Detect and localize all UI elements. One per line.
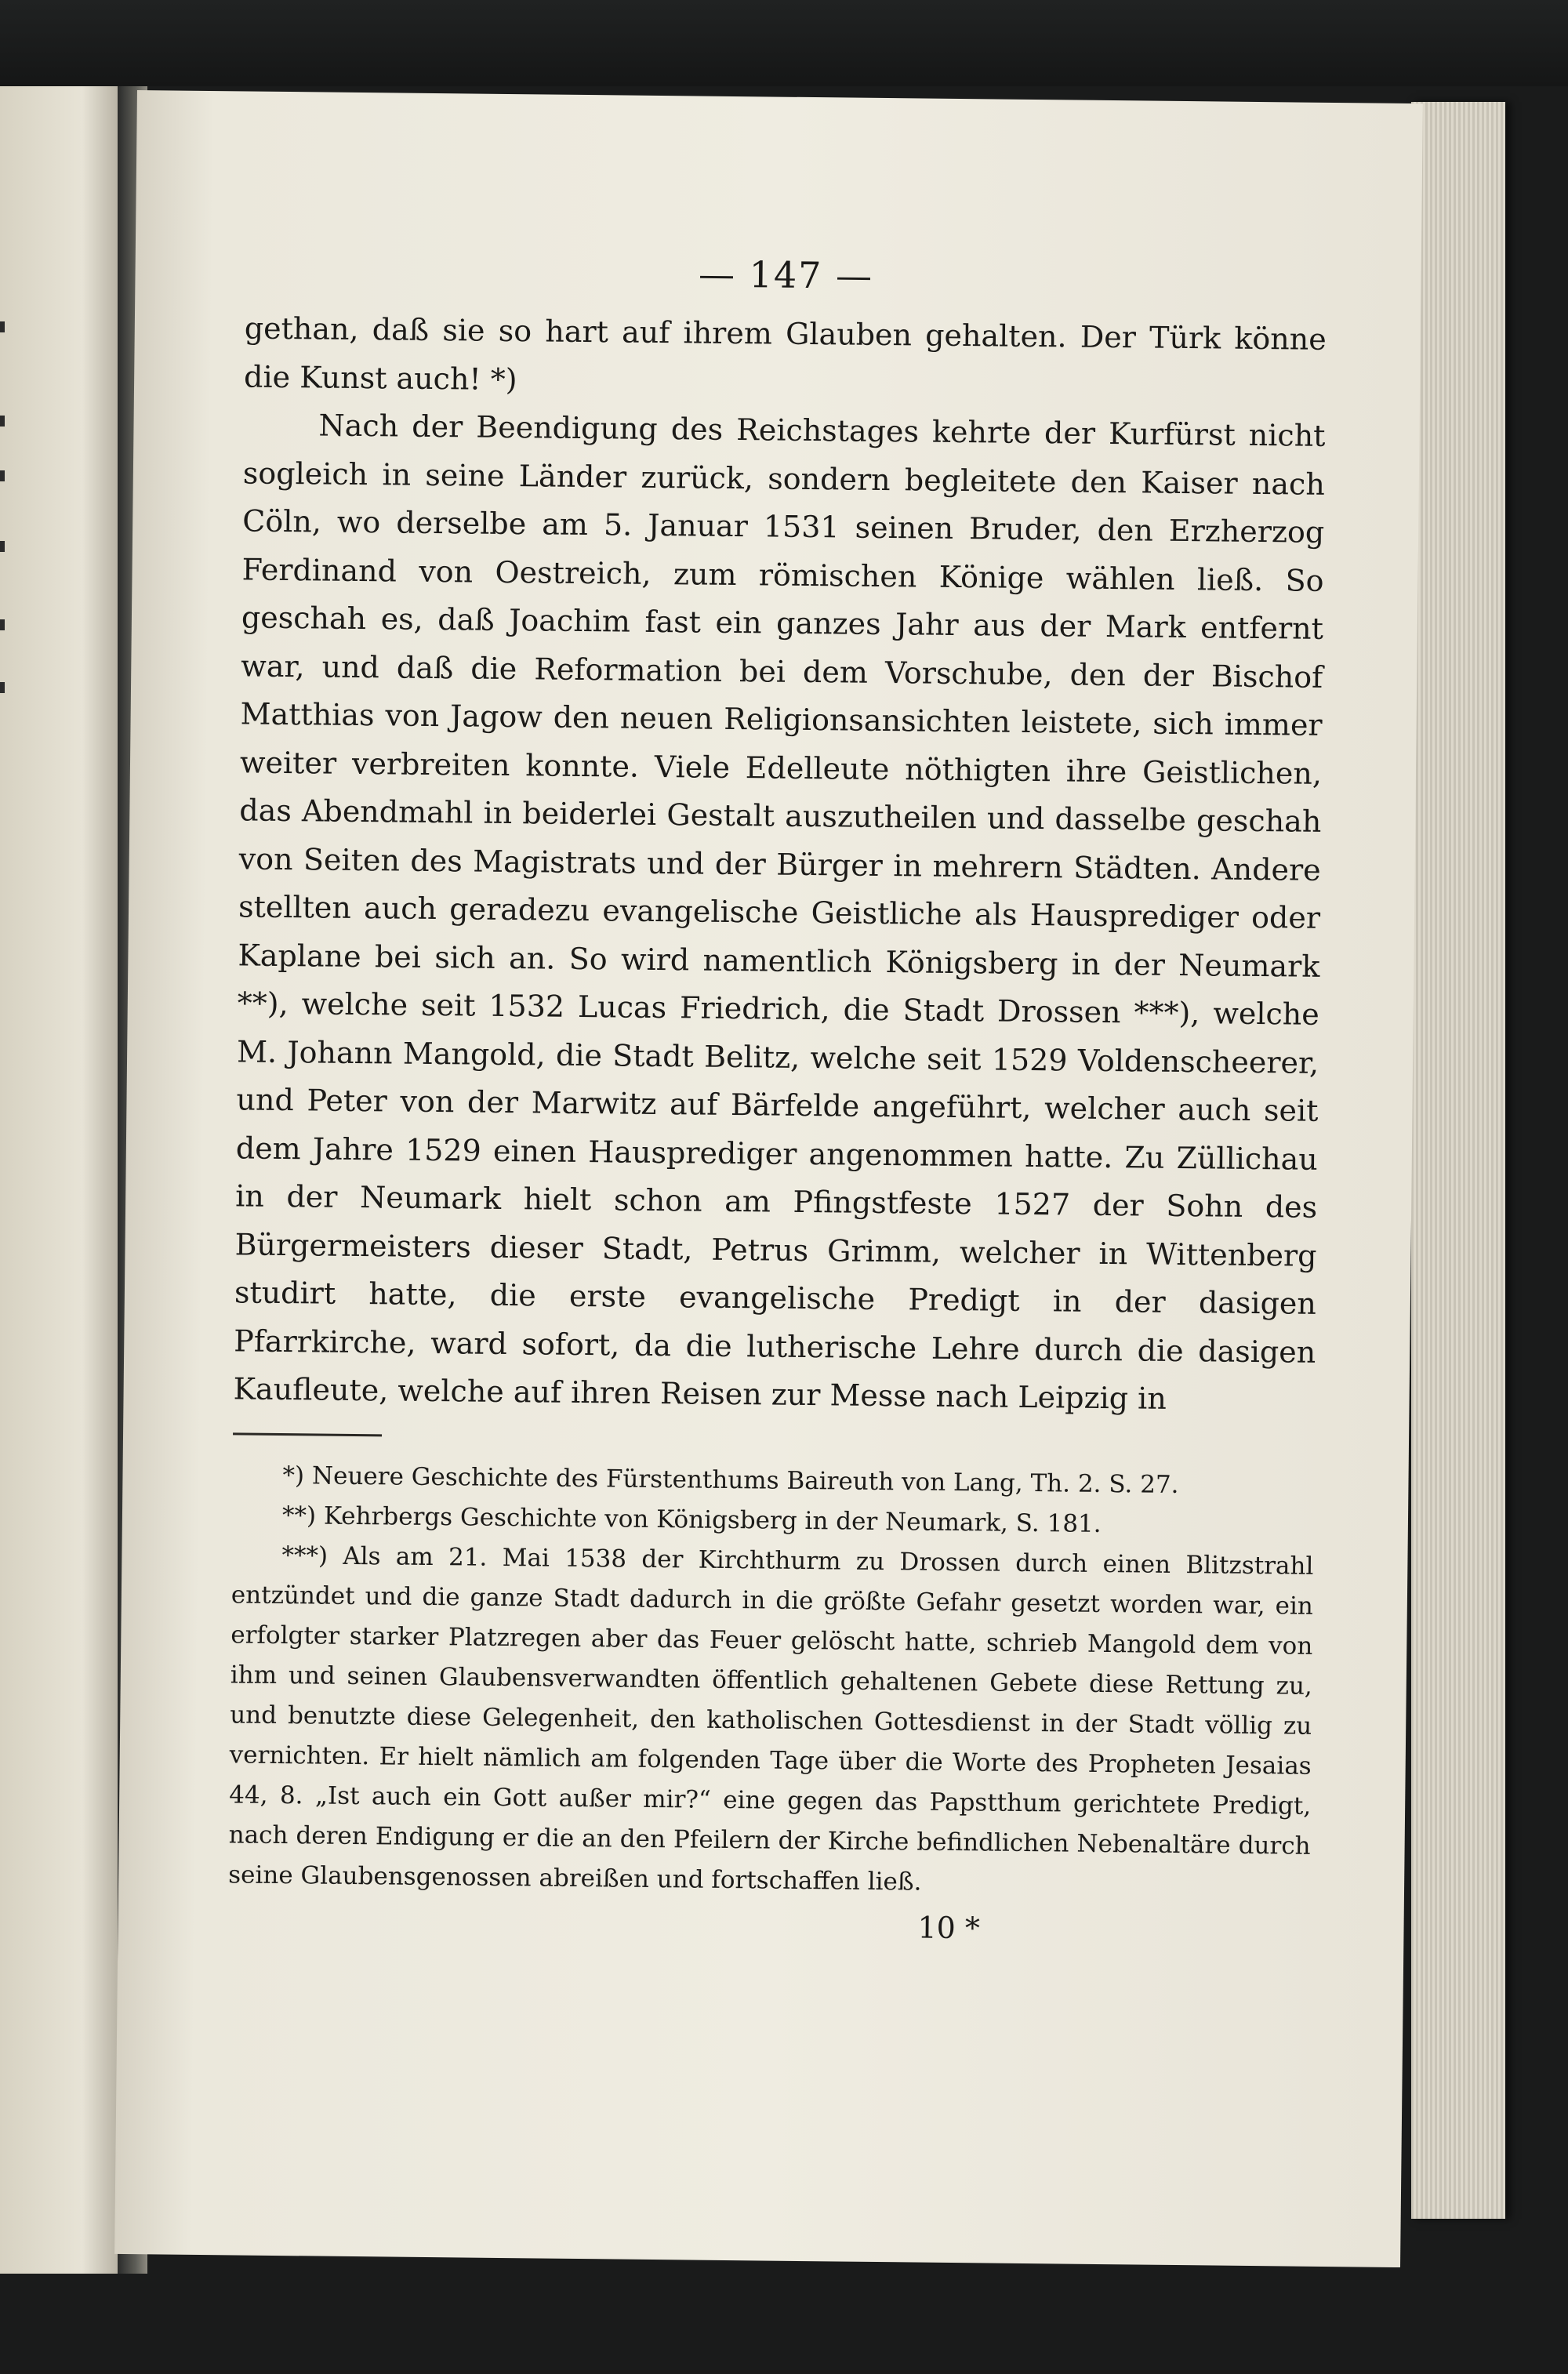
footnote-divider [233, 1432, 382, 1436]
footnotes [228, 1455, 1315, 1906]
page-content [225, 248, 1327, 2219]
text-fragment [0, 682, 5, 693]
right-page [114, 90, 1423, 2267]
footnote: ***) Als am 21. Mai 1538 der Kirchthurm zu Drossen durch einen Blitzstrahl entzündet und die ganze Stadt dadurch in die größte Gefahr gesetzt worden war, ein erfolgter starker Platzregen aber das Feuer gelöscht hatte, schrieb Mangold dem von ihm und seinen Glaubensverwandten öffentlich gehaltenen Gebete diese Rettung zu, und benutzte diese Gelegenheit, den katholischen Gottesdienst in der Stadt völlig zu vernichten. Er hielt nämlich am folgenden Tage über die Worte des Propheten Jesaias 44, 8. „Ist auch ein Gott außer mir?“ eine gegen das Papstthum gerichtete Predigt, nach deren Endigung er die an den Pfeilern der Kirche befindlichen Nebenaltäre durch seine Glaubensgenossen abreißen und fortschaffen ließ. [227, 1541, 1314, 1897]
footnote: **) Kehrbergs Geschichte von Königsberg in der Neumark, S. 181. [281, 1501, 1102, 1538]
book-cover-top [0, 0, 1568, 86]
page-edges [1411, 102, 1505, 2219]
printer-signature: 10 * [917, 1910, 981, 1945]
text-fragment [0, 619, 5, 630]
page-number-header: — 147 — [698, 252, 874, 297]
body-text [233, 304, 1327, 1425]
text-fragment [0, 416, 5, 427]
footnote: *) Neuere Geschichte des Fürstenthums Baireuth von Lang, Th. 2. S. 27. [282, 1461, 1179, 1499]
body-paragraph: Nach der Beendigung des Reichstages kehrte der Kurfürst nicht sogleich in seine Länder zurück, sondern begleitete den Kaiser nach Cöln, wo derselbe am 5. Januar 1531 seinen Bruder, den Erzherzog Ferdinand von Oestreich, zum römischen Könige wählen ließ. So geschah es, daß Joachim fast ein ganzes Jahr aus der Mark entfernt war, und daß die Reformation bei dem Vorschube, den der Bischof Matthias von Jagow den neuen Religionsansichten leistete, sich immer weiter verbreiten konnte. Viele Edelleute nöthigten ihre Geistlichen, das Abendmahl in beiderlei Gestalt auszutheilen und dasselbe geschah von Seiten des Magistrats und der Bürger in mehrern Städten. Andere stellten auch geradezu evangelische Geistliche als Hausprediger oder Kaplane bei sich an. So wird namentlich Königsberg in der Neumark **), welche seit 1532 Lucas Friedrich, die Stadt Drossen ***), welche M. Johann Mangold, die Stadt Belitz, welche seit 1529 Voldenscheerer, und Peter von der Marwitz auf Bärfelde angeführt, welcher auch seit dem Jahre 1529 einen Hausprediger angenommen hatte. Zu Züllichau in der Neumark hielt schon am Pfingstfeste 1527 der Sohn des Bürgermeisters dieser Stadt, Petrus Grimm, welcher in Wittenberg studirt hatte, die erste evangelische Predigt in der dasigen Pfarrkirche, ward sofort, da die lutherische Lehre durch die dasigen Kaufleute, welche auf ihren Reisen zur Messe nach Leipzig in [233, 408, 1326, 1416]
text-fragment [0, 470, 5, 481]
text-fragment [0, 541, 5, 552]
text-fragment [0, 321, 5, 332]
left-page-edge [0, 86, 118, 2274]
body-paragraph: gethan, daß sie so hart auf ihrem Glauben gehalten. Der Türk könne die Kunst auch! *) [243, 310, 1327, 397]
